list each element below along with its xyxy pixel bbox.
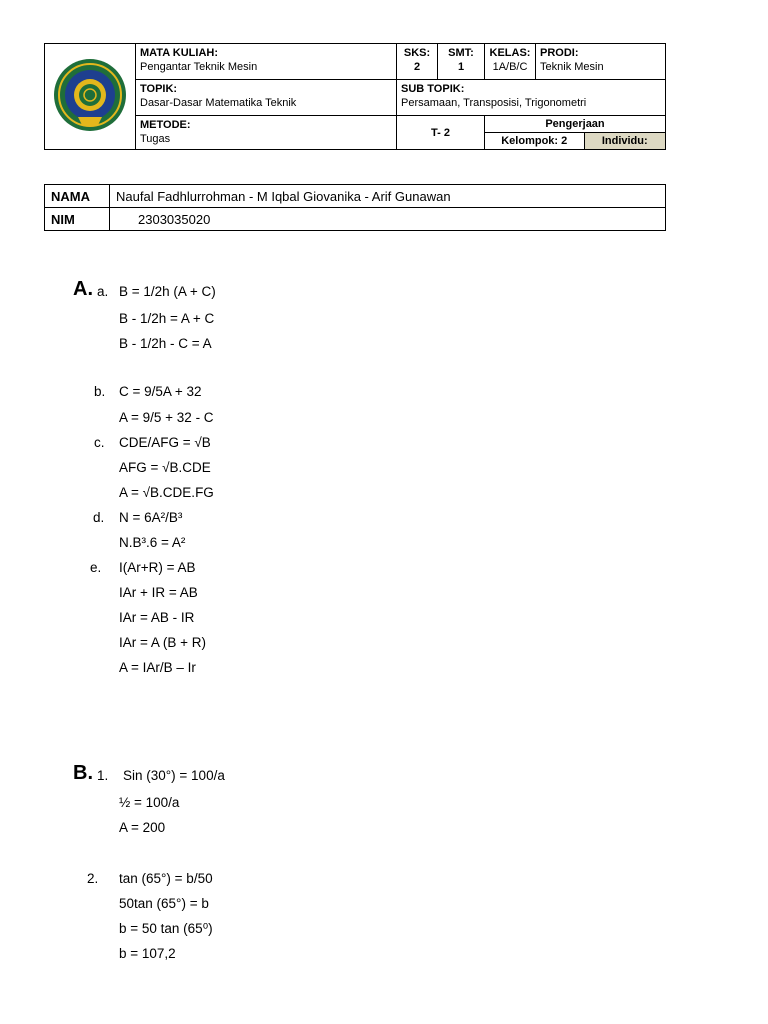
smt-label: SMT: — [448, 47, 474, 59]
metode-value: Tugas — [140, 133, 171, 145]
course-header-table — [44, 43, 666, 150]
topik-value: Dasar-Dasar Matematika Teknik — [140, 97, 297, 109]
prodi-cell — [536, 44, 666, 80]
individu-label: Individu: — [584, 133, 665, 150]
mata-kuliah-cell — [136, 44, 397, 80]
prodi-value: Teknik Mesin — [540, 61, 604, 73]
mata-kuliah-value: Pengantar Teknik Mesin — [140, 61, 258, 73]
item-1-line-1: Sin (30°) = 100/a — [123, 768, 225, 783]
item-e-line-3: IAr = AB - IR — [119, 610, 195, 625]
pengerjaan-label: Pengerjaan — [485, 116, 665, 133]
item-d-line-1: N = 6A²/B³ — [119, 510, 183, 525]
item-b-line-1: C = 9/5A + 32 — [119, 384, 202, 399]
item-a-line-2: B - 1/2h = A + C — [119, 311, 215, 326]
mata-kuliah-label: MATA KULIAH: — [140, 47, 218, 59]
item-2-line-2: 50tan (65°) = b — [119, 896, 209, 911]
sks-value: 2 — [413, 61, 421, 73]
sks-label: SKS: — [403, 47, 431, 59]
nama-label: NAMA — [45, 185, 110, 208]
item-e-line-5: A = IAr/B – Ir — [119, 660, 196, 675]
university-logo — [45, 44, 136, 150]
sks-cell — [397, 44, 438, 80]
sub-topik-value: Persamaan, Transposisi, Trigonometri — [401, 97, 587, 109]
item-d-marker: d. — [93, 510, 105, 525]
kelas-label: KELAS: — [489, 47, 531, 59]
sub-topik-cell — [397, 80, 666, 116]
t-code: T- 2 — [431, 126, 450, 139]
item-e-line-4: IAr = A (B + R) — [119, 635, 207, 650]
topik-label: TOPIK: — [140, 83, 178, 95]
sub-topik-label: SUB TOPIK: — [401, 83, 465, 95]
item-2-marker: 2. — [87, 871, 99, 886]
item-e-line-1: I(Ar+R) = AB — [119, 560, 196, 575]
student-identity-table — [44, 184, 666, 231]
metode-cell — [136, 116, 397, 150]
metode-label: METODE: — [140, 119, 191, 131]
item-2-line-4: b = 107,2 — [119, 946, 176, 961]
item-1-line-3: A = 200 — [119, 820, 166, 835]
item-b-line-2: A = 9/5 + 32 - C — [119, 410, 214, 425]
university-seal-icon — [52, 51, 128, 139]
item-d-line-2: N.B³.6 = A² — [119, 535, 186, 550]
prodi-label: PRODI: — [540, 47, 579, 59]
item-c-marker: c. — [94, 435, 105, 450]
item-1-marker: 1. — [97, 768, 109, 783]
pengerjaan-cell — [485, 116, 666, 150]
item-1-line-2: ½ = 100/a — [119, 795, 180, 810]
item-c-line-2: AFG = √B.CDE — [119, 460, 211, 475]
section-b-label: B. — [73, 762, 93, 784]
nama-value: Naufal Fadhlurrohman - M Iqbal Giovanika - Arif Gunawan — [110, 185, 666, 208]
kelas-value: 1A/B/C — [492, 61, 528, 73]
pengerjaan-subtable — [485, 116, 665, 149]
nim-label: NIM — [45, 208, 110, 231]
kelas-cell — [485, 44, 536, 80]
item-a-line-1: B = 1/2h (A + C) — [119, 284, 216, 299]
smt-value: 1 — [457, 61, 465, 73]
item-c-line-1: CDE/AFG = √B — [119, 435, 211, 450]
item-e-marker: e. — [90, 560, 102, 575]
t-code-cell — [397, 116, 485, 150]
item-2-line-1: tan (65°) = b/50 — [119, 871, 213, 886]
item-a-marker: a. — [97, 284, 109, 299]
topik-cell — [136, 80, 397, 116]
item-a-line-3: B - 1/2h - C = A — [119, 336, 212, 351]
kelompok-label: Kelompok: 2 — [485, 133, 584, 150]
item-e-line-2: IAr + IR = AB — [119, 585, 198, 600]
nim-value: 2303035020 — [110, 208, 666, 231]
item-c-line-3: A = √B.CDE.FG — [119, 485, 214, 500]
smt-cell — [438, 44, 485, 80]
section-a-label: A. — [73, 278, 93, 300]
item-2-line-3: b = 50 tan (65⁰) — [119, 921, 213, 936]
item-b-marker: b. — [94, 384, 106, 399]
